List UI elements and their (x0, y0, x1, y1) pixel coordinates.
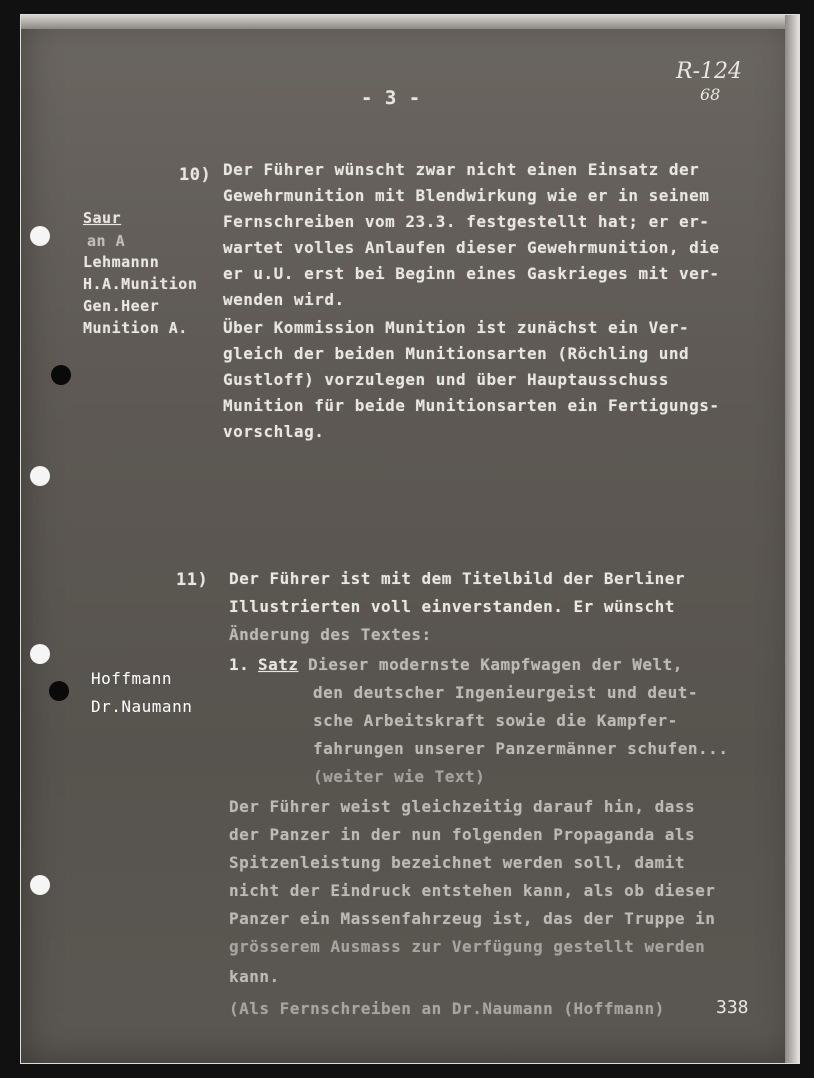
quote-line: (weiter wie Text) (313, 767, 486, 786)
item-11-after-line: der Panzer in der nun folgenden Propaganda als (229, 825, 696, 844)
item-10-line: Gewehrmunition mit Blendwirkung wie er in seinem (223, 186, 710, 205)
punch-hole (30, 226, 50, 246)
margin-note-naumann: Dr.Naumann (91, 697, 193, 716)
item-10-line: Munition für beide Munitionsarten ein Fertigungs- (223, 396, 720, 415)
punch-hole (30, 875, 50, 895)
quote-line: fahrungen unserer Panzermänner schufen... (313, 739, 729, 758)
document-page (20, 14, 800, 1064)
item-10-line: gleich der beiden Munitionsarten (Röchling und (223, 344, 690, 363)
item-10-line: Gustloff) vorzulegen und über Hauptausschuss (223, 370, 669, 389)
item-number-11: 11) (176, 570, 209, 590)
item-10-line: er u.U. erst bei Beginn eines Gaskrieges mit ver- (223, 264, 720, 283)
page-top-edge (21, 15, 799, 29)
item-11-after-line: Spitzenleistung bezeichnet werden soll, damit (229, 853, 685, 872)
page-right-edge (785, 15, 799, 1063)
item-11-line: Der Führer ist mit dem Titelbild der Berliner (229, 569, 685, 588)
margin-note: Lehmannn (83, 253, 160, 271)
margin-note-hoffmann: Hoffmann (91, 669, 173, 688)
item-10-line: Fernschreiben vom 23.3. festgestellt hat; er er- (223, 212, 710, 231)
margin-note-saur: Saur (83, 209, 122, 227)
item-10-line: wenden wird. (223, 290, 345, 309)
item-10-line: vorschlag. (223, 422, 325, 441)
quote-line: Dieser modernste Kampfwagen der Welt, (308, 655, 683, 674)
margin-note: Gen.Heer (83, 297, 160, 315)
item-number-10: 10) (179, 165, 212, 185)
item-11-after-line: grösserem Ausmass zur Verfügung gestellt werden (229, 937, 706, 956)
quote-line: sche Arbeitskraft sowie die Kampfer- (313, 711, 678, 730)
punch-hole (51, 365, 71, 385)
item-11-after-line: kann. (229, 967, 280, 986)
archive-number: 68 (700, 85, 721, 104)
item-11-after-line: nicht der Eindruck entstehen kann, als ob dieser (229, 881, 716, 900)
sub-item-label: Satz (258, 655, 299, 674)
footer-number: 338 (716, 997, 749, 1018)
item-10-line: wartet volles Anlaufen dieser Gewehrmunition, die (223, 238, 720, 257)
item-11-line: Illustrierten voll einverstanden. Er wünscht (229, 597, 675, 616)
sub-item-number: 1. (229, 655, 250, 674)
item-11-after-line: (Als Fernschreiben an Dr.Naumann (Hoffmann) (229, 999, 665, 1018)
item-10-line: Über Kommission Munition ist zunächst ein Ver- (223, 318, 690, 337)
item-11-after-line: Der Führer weist gleichzeitig darauf hin, dass (229, 797, 696, 816)
margin-note: an A (87, 232, 126, 250)
punch-hole (30, 466, 50, 486)
quote-line: den deutscher Ingenieurgeist und deut- (313, 683, 699, 702)
margin-note: H.A.Munition (83, 275, 198, 293)
item-11-after-line: Panzer ein Massenfahrzeug ist, das der Truppe in (229, 909, 716, 928)
item-10-line: Der Führer wünscht zwar nicht einen Einsatz der (223, 160, 700, 179)
item-11-line: Änderung des Textes: (229, 625, 432, 644)
punch-hole (30, 644, 50, 664)
margin-note: Munition A. (83, 319, 188, 337)
punch-hole (49, 681, 69, 701)
archive-reference: R-124 (676, 59, 742, 84)
page-number: - 3 - (361, 87, 421, 109)
